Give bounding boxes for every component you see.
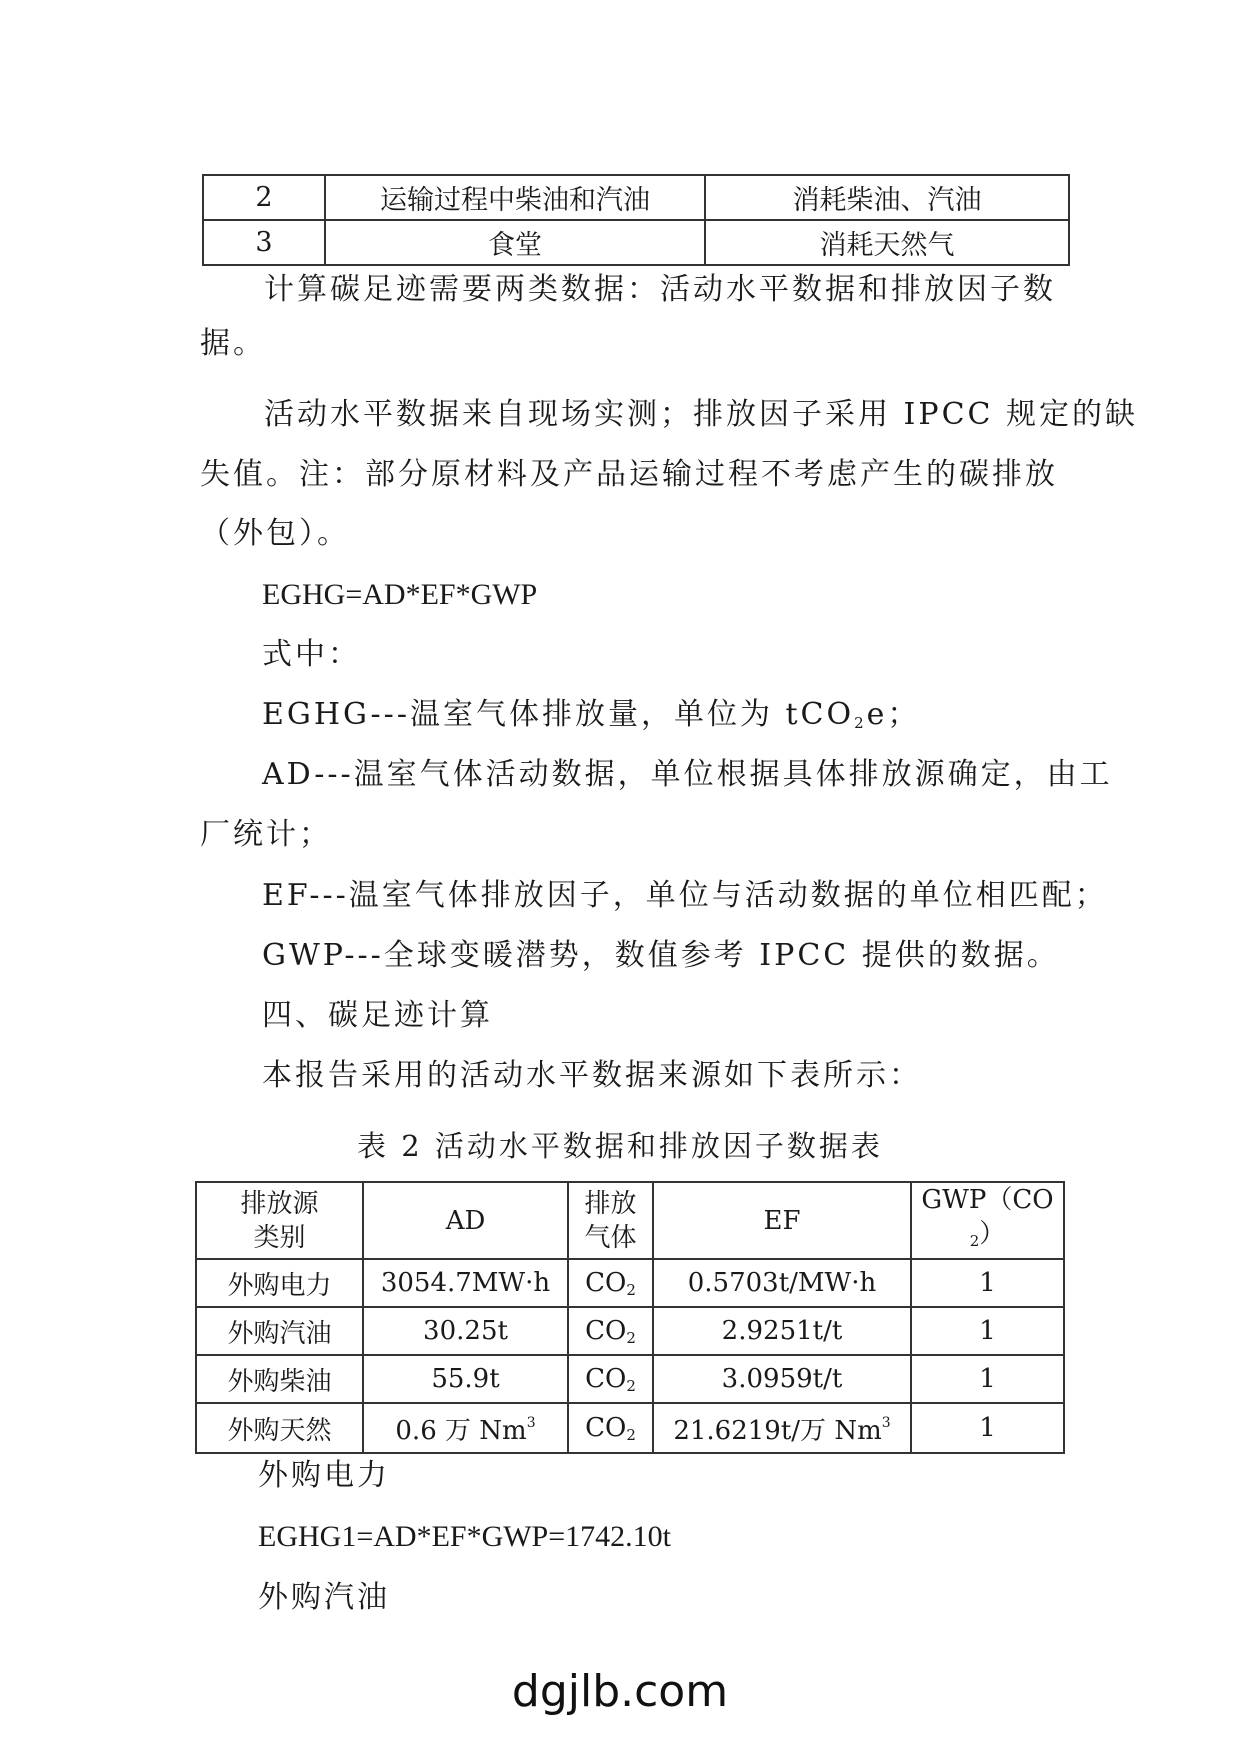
header-ad: AD	[363, 1182, 568, 1259]
definition-text: e；	[866, 697, 921, 732]
consumption-type: 消耗柴油、汽油	[705, 175, 1069, 220]
ad-cell: 30.25t	[363, 1307, 568, 1355]
ef-cell: 2.9251t/t	[653, 1307, 911, 1355]
activity-data-table	[195, 1181, 1065, 1454]
table-row	[196, 1307, 1064, 1355]
gwp-cell: 1	[911, 1403, 1064, 1453]
subscript: 2	[854, 714, 867, 732]
table-intro: 本报告采用的活动水平数据来源如下表所示：	[262, 1058, 922, 1093]
definition-ad: AD---温室气体活动数据，单位根据具体排放源确定，由工	[262, 757, 1113, 792]
site-watermark: dgjlb.com	[511, 1666, 729, 1717]
category-cell: 外购柴油	[196, 1355, 363, 1403]
gwp-cell: 1	[911, 1259, 1064, 1307]
category-cell: 外购天然	[196, 1403, 363, 1453]
table-row	[203, 220, 1069, 265]
row-number: 3	[203, 220, 325, 265]
emission-source: 运输过程中柴油和汽油	[325, 175, 705, 220]
category-cell: 外购电力	[196, 1259, 363, 1307]
paragraph-line: 计算碳足迹需要两类数据：活动水平数据和排放因子数	[264, 272, 1056, 307]
consumption-type: 消耗天然气	[705, 220, 1069, 265]
header-ef: EF	[653, 1182, 911, 1259]
gas-cell: $CO_2$	[568, 1259, 653, 1307]
ad-cell: 3054.7MW·h	[363, 1259, 568, 1307]
table-caption: 表 2 活动水平数据和排放因子数据表	[357, 1129, 883, 1163]
section-heading: 四、碳足迹计算	[262, 998, 493, 1033]
paragraph-line: 据。	[200, 326, 266, 361]
formula: EGHG=AD*EF*GWP	[262, 578, 538, 611]
category-cell: 外购汽油	[196, 1307, 363, 1355]
table-row	[196, 1403, 1064, 1453]
calculation-line: EGHG1=AD*EF*GWP=1742.10t	[258, 1520, 671, 1553]
ad-cell: 55.9t	[363, 1355, 568, 1403]
header-category: 排放源 类别	[196, 1182, 363, 1259]
ad-cell: 0.6 万 Nm$^3$	[363, 1403, 568, 1453]
paragraph-line: 失值。注：部分原材料及产品运输过程不考虑产生的碳排放	[200, 457, 1058, 492]
paragraph-line: 活动水平数据来自现场实测；排放因子采用 IPCC 规定的缺	[264, 397, 1139, 432]
gas-cell: $CO_2$	[568, 1355, 653, 1403]
emission-source-table-continued	[202, 174, 1070, 266]
gas-cell: $CO_2$	[568, 1403, 653, 1453]
header-gwp: GWP（CO $_2$）	[911, 1182, 1064, 1259]
emission-source: 食堂	[325, 220, 705, 265]
gwp-cell: 1	[911, 1307, 1064, 1355]
definition-eghg	[262, 695, 920, 743]
definition-ad-continued: 厂统计；	[200, 817, 332, 852]
ef-cell: 3.0959t/t	[653, 1355, 911, 1403]
ef-cell: 21.6219t/万 Nm$^3$	[653, 1403, 911, 1453]
where-label: 式中：	[262, 637, 361, 672]
definition-gwp: GWP---全球变暖潜势，数值参考 IPCC 提供的数据。	[262, 938, 1060, 973]
gas-cell: $CO_2$	[568, 1307, 653, 1355]
header-gas: 排放 气体	[568, 1182, 653, 1259]
table-row	[196, 1355, 1064, 1403]
definition-text: EGHG---温室气体排放量，单位为 tCO	[262, 697, 855, 732]
row-number: 2	[203, 175, 325, 220]
table-row	[196, 1259, 1064, 1307]
table-row	[203, 175, 1069, 220]
gwp-cell: 1	[911, 1355, 1064, 1403]
subsection-heading: 外购电力	[258, 1458, 390, 1493]
table-header-row	[196, 1182, 1064, 1259]
ef-cell: 0.5703t/MW·h	[653, 1259, 911, 1307]
subsection-heading: 外购汽油	[258, 1580, 390, 1615]
paragraph-line: （外包）。	[200, 516, 350, 551]
definition-ef: EF---温室气体排放因子，单位与活动数据的单位相匹配；	[262, 878, 1108, 913]
